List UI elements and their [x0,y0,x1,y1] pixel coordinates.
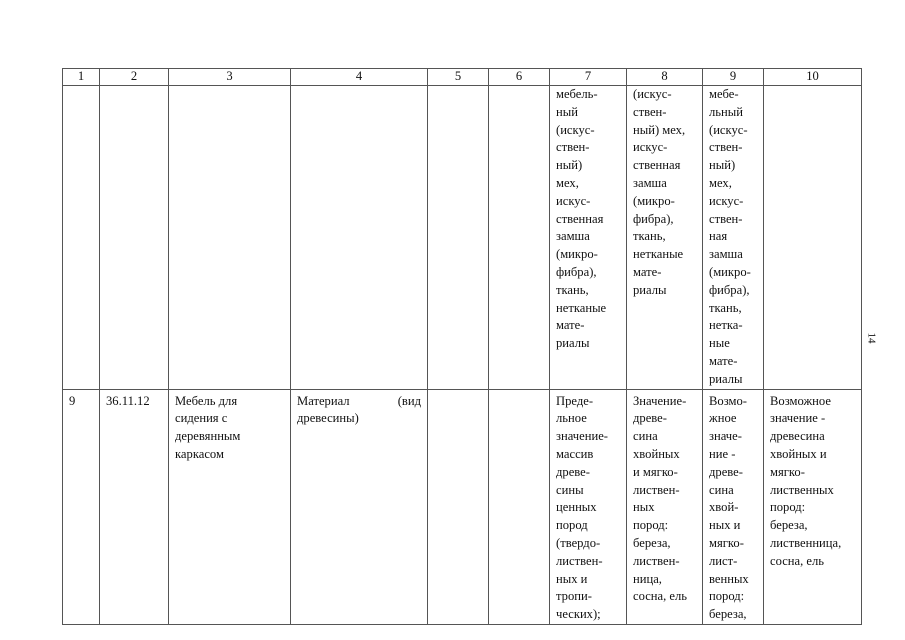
table-cell [428,389,489,624]
table-cell: Значение- древе- сина хвойных и мягко- листвен- ных пород: береза, листвен- ница, сосна, ель [627,389,703,624]
header-cell: 5 [428,69,489,86]
table-cell [291,86,428,390]
table-cell: Преде- льное значение- массив древе- сины ценных пород (твердо- листвен- ных и тропи- ческих); [550,389,627,624]
table-cell [169,86,291,390]
page-number: 14 [865,332,878,344]
table-cell [489,389,550,624]
header-cell: 6 [489,69,550,86]
table-cell [428,86,489,390]
header-cell: 1 [63,69,100,86]
table-cell: Возможное значение - древесина хвойных и мягко- лиственных пород: береза, лиственница, сосна, ель [764,389,862,624]
header-cell: 7 [550,69,627,86]
header-cell: 9 [703,69,764,86]
table-cell [764,86,862,390]
table-row [63,86,862,390]
product-name: Мебель для сидения с деревянным каркасом [169,389,291,624]
header-row [63,69,862,86]
header-cell: 3 [169,69,291,86]
table-cell: (искус- ствен- ный) мех, искус- ственная замша (микро- фибра), ткань, нетканые мате- риалы [627,86,703,390]
characteristic-name [291,389,428,624]
header-cell: 4 [291,69,428,86]
table-cell: Возмо- жное значе- ние - древе- сина хвой- ных и мягко- лист- венных пород: береза, [703,389,764,624]
characteristic-line: древесины) [297,411,359,426]
table-cell: мебель- ный (искус- ствен- ный) мех, искус- ственная замша (микро- фибра), ткань, нетканые мате- риалы [550,86,627,390]
header-cell: 2 [100,69,169,86]
header-cell: 10 [764,69,862,86]
header-cell: 8 [627,69,703,86]
characteristic-line: Материал (вид [297,393,421,408]
table-cell [100,86,169,390]
product-code: 36.11.12 [100,389,169,624]
specification-table [62,68,862,625]
table-cell: мебе- льный (искус- ствен- ный) мех, искус- ствен- ная замша (микро- фибра), ткань, нетка- ные мате- риалы [703,86,764,390]
table-row [63,389,862,624]
table-cell [489,86,550,390]
table-cell [63,86,100,390]
row-number: 9 [63,389,100,624]
